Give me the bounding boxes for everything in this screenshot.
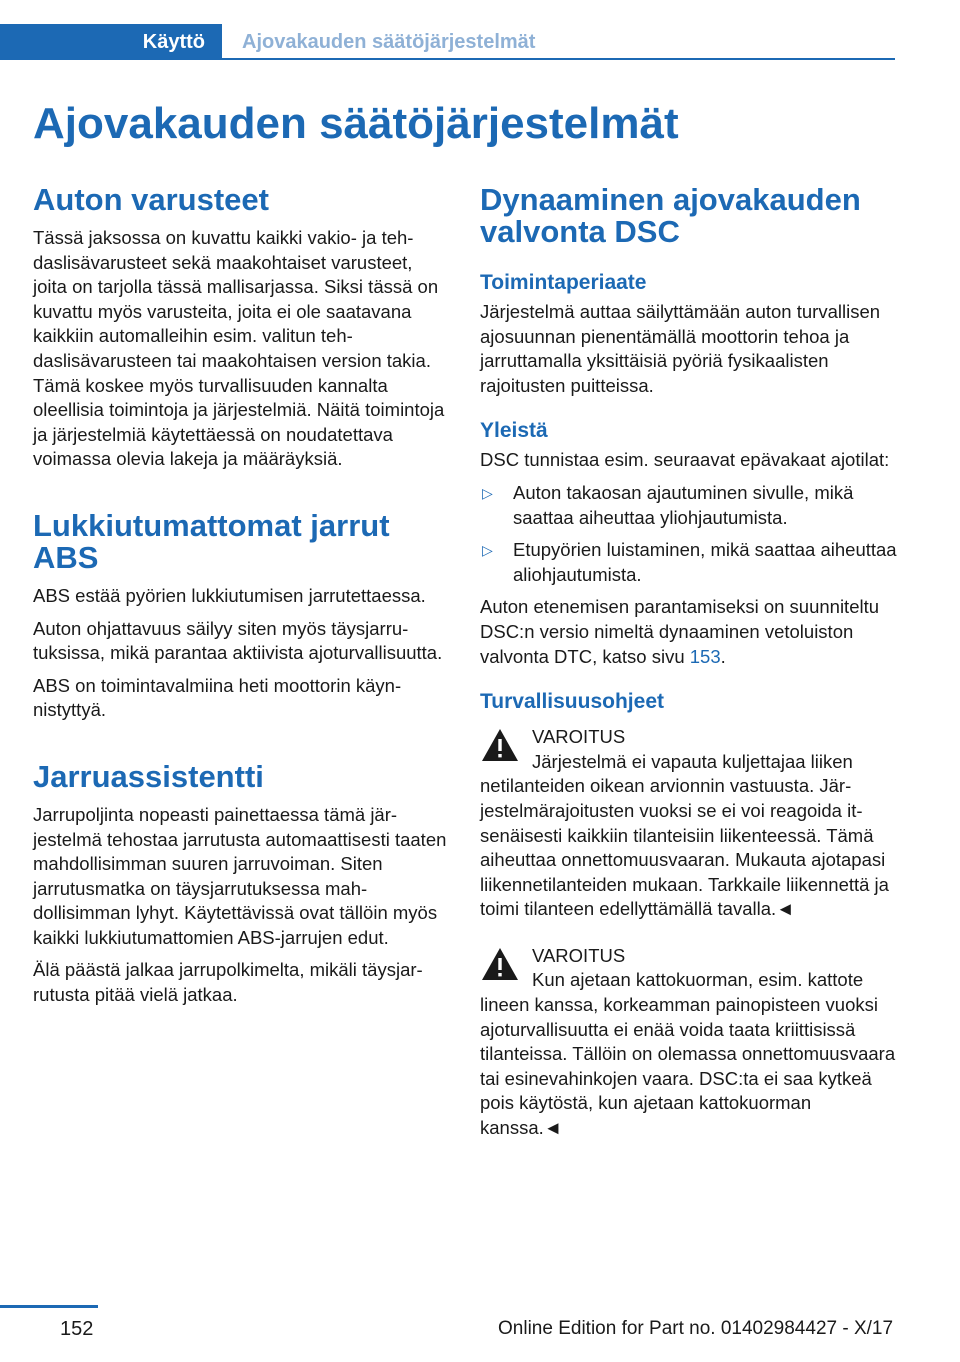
bullet-list (480, 481, 898, 587)
section-title-equipment: Auton varusteet (33, 182, 269, 217)
list-item: ▷ Etupyörien luistaminen, mikä saattaa aiheuttaa aliohjautumista. (482, 539, 897, 585)
equipment-paragraph: Tässä jaksossa on kuvattu kaikki vakio- ja tehdaslisävarusteet sekä maakohtaiset varusteet, joita on tarjolla tässä mallisarjassa. Siksi tässä on kuvattu myös varusteita, joita ei ole saatavana kaikkiin automalleihin esim. valitun tehdaslisävarusteen tai maakohtaisen version takia. Tämä koskee myös turvallisuuden kannalta oleellisia toimintoja ja järjestelmiä. Näitä toimintoja ja järjestelmiä käytettäessä on noudatettava voimassa olevia lakeja ja määräyksiä. (33, 227, 445, 470)
left-column (33, 184, 451, 1016)
dtc-paragraph: Auton etenemisen parantamiseksi on suunniteltu DSC:n versio nimeltä dynaaminen vetoluiston valvonta DTC, katso sivu 153. (480, 596, 880, 667)
warning-text: lineen kanssa, korkeamman painopisteen vuoksi ajoturvallisuutta ei enää voida taata kriittisissä tilanteissa. Tällöin on olemassa onnettomuusvaara tai esinevahinkojen vaara. DSC:ta ei saa kytkeä pois käytöstä, kun ajetaan kattokuorman kanssa.◄ (480, 994, 896, 1139)
warning-label: VAROITUS (532, 944, 626, 966)
abs-paragraph-2: Auton ohjattavuus säilyy siten myös täysjarrutuksissa, mikä parantaa aktiivista ajoturvallisuutta. (33, 617, 443, 664)
page-title: Ajovakauden säätöjärjestelmät (33, 99, 679, 148)
principle-paragraph: Järjestelmä auttaa säilyttämään auton turvallisen ajosuunnan pienentämällä moottorin tehoa ja jarruttamalla yksittäisiä pyöriä fysikaalisten rajoitusten puitteissa. (480, 301, 881, 396)
heading-principle: Toimintaperiaate (480, 271, 647, 294)
abs-paragraph-1: ABS estää pyörien lukkiutumisen jarrutettaessa. (33, 584, 426, 606)
warning-first-line: Järjestelmä ei vapauta kuljettajaa liiken (532, 750, 853, 772)
warning-text: netilanteiden oikean arvionnin vastuusta. Järjestelmärajoitusten vuoksi se ei voi reagoida itsenäisesti kaikkiin tilanteisiin liikenteessä. Tämä aiheuttaa onnettomuusvaaran. Mukauta ajotapasi liikennetilanteiden mukaan. Tarkkaile liikennettä ja toimi tilanteen edellyttämällä tavalla.◄ (480, 775, 889, 920)
brake-assist-paragraph-1: Jarrupoljinta nopeasti painettaessa tämä järjestelmä tehostaa jarrutusta automaattisesti taaten mahdollisimman suuren jarruvoiman. Siten jarrutusmatka on täysjarrutuksessa mahdollisimman lyhyt. Käytettävissä ovat tällöin myös kaikki lukkiutumattomien ABS-jarrujen edut. (33, 803, 447, 948)
section-title-abs: Lukkiutumattomat jarrut ABS (33, 507, 390, 575)
page-link-153[interactable]: 153 (689, 645, 721, 667)
brake-assist-paragraph-2: Älä päästä jalkaa jarrupolkimelta, mikäli täysjarrutusta pitää vielä jatkaa. (33, 959, 423, 1006)
abs-paragraph-3: ABS on toimintavalmiina heti moottorin käynnistyttyä. (33, 674, 402, 721)
heading-safety: Turvallisuusohjeet (480, 690, 664, 714)
list-item: ▷ Auton takaosan ajautuminen sivulle, mikä saattaa aiheuttaa yliohjautumista. (482, 481, 854, 528)
section-title-dsc: Dynaaminen ajovakauden valvonta DSC (480, 182, 861, 249)
warning-icon (480, 946, 520, 982)
warning-box (480, 725, 898, 922)
header-rule (222, 58, 895, 60)
header-bar (0, 24, 895, 62)
right-column (480, 184, 898, 1155)
warning-first-line: Kun ajetaan kattokuorman, esim. kattote (532, 969, 864, 991)
footer-rule (0, 1305, 98, 1308)
section-tab[interactable]: Käyttö (0, 24, 222, 60)
edition-note: Online Edition for Part no. 01402984427 - X/17 (498, 1318, 894, 1339)
warning-label: VAROITUS (532, 726, 626, 748)
general-paragraph: DSC tunnistaa esim. seuraavat epävakaat ajotilat: (480, 449, 890, 471)
warning-box (480, 944, 898, 1141)
triangle-bullet-icon: ▷ (482, 542, 493, 559)
warning-icon (480, 727, 520, 763)
section-title-brake-assist: Jarruassistentti (33, 758, 264, 794)
triangle-bullet-icon: ▷ (482, 484, 493, 501)
page-number: 152 (60, 1318, 94, 1340)
breadcrumb[interactable]: Ajovakauden säätöjärjestelmät (242, 30, 536, 53)
heading-general: Yleistä (480, 419, 548, 443)
